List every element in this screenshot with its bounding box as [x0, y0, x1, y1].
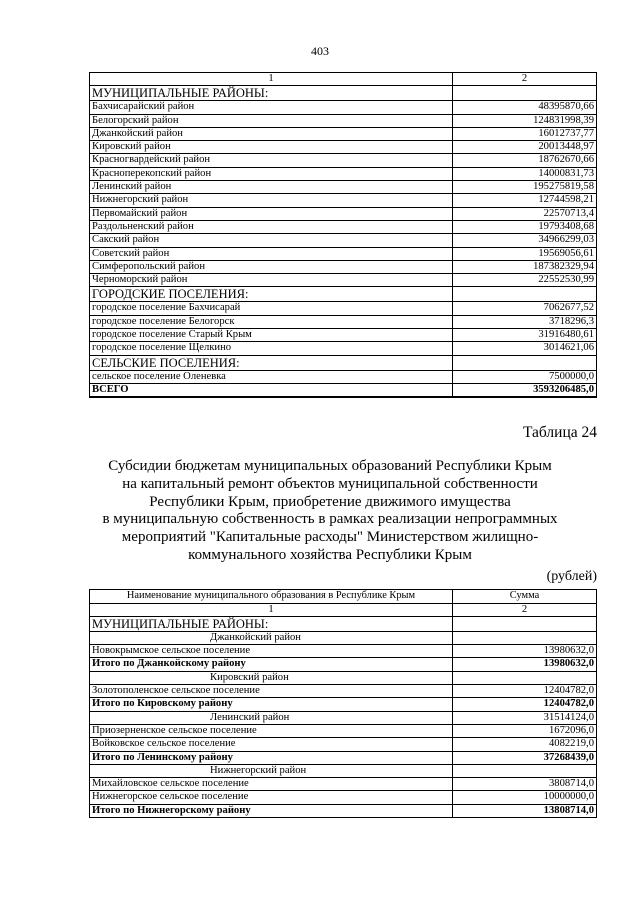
- table-row: [90, 194, 597, 207]
- value-cell: [453, 764, 597, 777]
- header-row: [90, 590, 597, 604]
- heading-line: на капитальный ремонт объектов муниципальной собственности: [122, 475, 538, 492]
- table-row: [90, 234, 597, 247]
- subsidy-table: [89, 589, 597, 818]
- section-header-row: [90, 355, 597, 370]
- section-header-row: [90, 616, 597, 631]
- table-row: [90, 342, 597, 355]
- name-cell: сельское поселение Оленевка: [90, 370, 453, 383]
- value-cell: 20013448,97: [453, 141, 597, 154]
- table-row: [90, 370, 597, 383]
- name-cell: Советский район: [90, 247, 453, 260]
- table-row: [90, 645, 597, 658]
- section-header-row: [90, 86, 597, 101]
- value-cell: [453, 287, 597, 302]
- table-row: [90, 114, 597, 127]
- heading-line: коммунального хозяйства Республики Крым: [188, 546, 472, 563]
- col-number: 1: [90, 603, 453, 616]
- table-row: [90, 220, 597, 233]
- total-value: 37268439,0: [453, 751, 597, 764]
- value-cell: 31916480,61: [453, 329, 597, 342]
- name-cell: Первомайский район: [90, 207, 453, 220]
- unit-label: (рублей): [546, 569, 597, 584]
- total-label: Итого по Ленинскому району: [90, 751, 453, 764]
- total-label: Итого по Джанкойскому району: [90, 658, 453, 671]
- column-header: Наименование муниципального образования в Республике Крым: [90, 590, 453, 604]
- value-cell: 31514124,0: [453, 711, 597, 724]
- total-value: 13980632,0: [453, 658, 597, 671]
- section-title: ГОРОДСКИЕ ПОСЕЛЕНИЯ:: [90, 287, 453, 302]
- value-cell: 19793408,68: [453, 220, 597, 233]
- value-cell: 16012737,77: [453, 127, 597, 140]
- table-row: [90, 207, 597, 220]
- value-cell: 4082219,0: [453, 738, 597, 751]
- value-cell: 7062677,52: [453, 302, 597, 315]
- col-number: 2: [453, 603, 597, 616]
- column-number-row: [90, 603, 597, 616]
- name-cell: городское поселение Белогорск: [90, 315, 453, 328]
- heading-line: в муниципальную собственность в рамках реализации непрограммных: [102, 511, 558, 528]
- heading-line: Республики Крым, приобретение движимого имущества: [149, 493, 511, 510]
- value-cell: 13980632,0: [453, 645, 597, 658]
- value-cell: 187382329,94: [453, 260, 597, 273]
- page-number: 403: [311, 44, 329, 58]
- name-cell: городское поселение Щелкино: [90, 342, 453, 355]
- district-total-row: [90, 658, 597, 671]
- section-title: СЕЛЬСКИЕ ПОСЕЛЕНИЯ:: [90, 355, 453, 370]
- total-label: Итого по Кировскому району: [90, 698, 453, 711]
- table-row: [90, 302, 597, 315]
- total-row: [90, 383, 597, 397]
- table-row: [90, 274, 597, 287]
- table-row: [90, 141, 597, 154]
- value-cell: 195275819,58: [453, 181, 597, 194]
- name-cell: Нижнегорский район: [90, 194, 453, 207]
- total-value: 12404782,0: [453, 698, 597, 711]
- name-cell: Раздольненский район: [90, 220, 453, 233]
- column-header: Сумма: [453, 590, 597, 604]
- name-cell: Симферопольский район: [90, 260, 453, 273]
- value-cell: 7500000,0: [453, 370, 597, 383]
- name-cell: Джанкойский район: [90, 127, 453, 140]
- name-cell: Белогорский район: [90, 114, 453, 127]
- table-row: [90, 101, 597, 114]
- table-row: [90, 738, 597, 751]
- table-row: [90, 685, 597, 698]
- table-row: [90, 315, 597, 328]
- name-cell: Новокрымское сельское поселение: [90, 645, 453, 658]
- table-row: [90, 154, 597, 167]
- table-row: [90, 329, 597, 342]
- name-cell: Михайловское сельское поселение: [90, 778, 453, 791]
- value-cell: [453, 631, 597, 644]
- heading-line: мероприятий "Капитальные расходы" Министерством жилищно-: [121, 529, 539, 546]
- column-number-row: [90, 73, 597, 86]
- table-row: [90, 724, 597, 737]
- table-row: [90, 181, 597, 194]
- name-cell: Красноперекопский район: [90, 167, 453, 180]
- value-cell: 19569056,61: [453, 247, 597, 260]
- total-label: Итого по Нижнегорскому району: [90, 804, 453, 817]
- district-total-row: [90, 804, 597, 817]
- value-cell: 34966299,03: [453, 234, 597, 247]
- value-cell: 3808714,0: [453, 778, 597, 791]
- value-cell: 18762670,66: [453, 154, 597, 167]
- value-cell: 12744598,21: [453, 194, 597, 207]
- name-cell: Золотополенское сельское поселение: [90, 685, 453, 698]
- district-header-row: [90, 671, 597, 684]
- district-name: Нижнегорский район: [90, 764, 453, 777]
- table-row: [90, 127, 597, 140]
- name-cell: Войковское сельское поселение: [90, 738, 453, 751]
- name-cell: городское поселение Бахчисарай: [90, 302, 453, 315]
- value-cell: 48395870,66: [453, 101, 597, 114]
- district-header-row: [90, 631, 597, 644]
- value-cell: [453, 86, 597, 101]
- section-header-row: [90, 287, 597, 302]
- name-cell: Приозерненское сельское поселение: [90, 724, 453, 737]
- value-cell: 12404782,0: [453, 685, 597, 698]
- heading-line: Субсидии бюджетам муниципальных образований Республики Крым: [108, 458, 552, 474]
- district-header-row: [90, 711, 597, 724]
- value-cell: 3718296,3: [453, 315, 597, 328]
- name-cell: городское поселение Старый Крым: [90, 329, 453, 342]
- table-caption: Таблица 24: [522, 424, 597, 441]
- col-number: 2: [453, 73, 597, 86]
- funding-table-1: [89, 72, 597, 398]
- total-label: ВСЕГО: [90, 383, 453, 397]
- total-value: 3593206485,0: [453, 383, 597, 397]
- table-row: [90, 167, 597, 180]
- value-cell: [453, 616, 597, 631]
- district-total-row: [90, 698, 597, 711]
- district-total-row: [90, 751, 597, 764]
- section-title: МУНИЦИПАЛЬНЫЕ РАЙОНЫ:: [90, 86, 453, 101]
- table-row: [90, 247, 597, 260]
- table-row: [90, 791, 597, 804]
- value-cell: 22552530,99: [453, 274, 597, 287]
- value-cell: [453, 355, 597, 370]
- value-cell: 22570713,4: [453, 207, 597, 220]
- value-cell: [453, 671, 597, 684]
- name-cell: Нижнегорское сельское поселение: [90, 791, 453, 804]
- name-cell: Черноморский район: [90, 274, 453, 287]
- name-cell: Бахчисарайский район: [90, 101, 453, 114]
- district-name: Кировский район: [90, 671, 453, 684]
- name-cell: Красногвардейский район: [90, 154, 453, 167]
- name-cell: Сакский район: [90, 234, 453, 247]
- total-value: 13808714,0: [453, 804, 597, 817]
- name-cell: Кировский район: [90, 141, 453, 154]
- table-row: [90, 260, 597, 273]
- value-cell: 124831998,39: [453, 114, 597, 127]
- value-cell: 3014621,06: [453, 342, 597, 355]
- table-heading: [80, 458, 580, 565]
- value-cell: 1672096,0: [453, 724, 597, 737]
- district-name: Джанкойский район: [90, 631, 453, 644]
- name-cell: Ленинский район: [90, 181, 453, 194]
- district-name: Ленинский район: [90, 711, 453, 724]
- district-header-row: [90, 764, 597, 777]
- col-number: 1: [90, 73, 453, 86]
- section-title: МУНИЦИПАЛЬНЫЕ РАЙОНЫ:: [90, 616, 453, 631]
- value-cell: 10000000,0: [453, 791, 597, 804]
- table-row: [90, 778, 597, 791]
- value-cell: 14000831,73: [453, 167, 597, 180]
